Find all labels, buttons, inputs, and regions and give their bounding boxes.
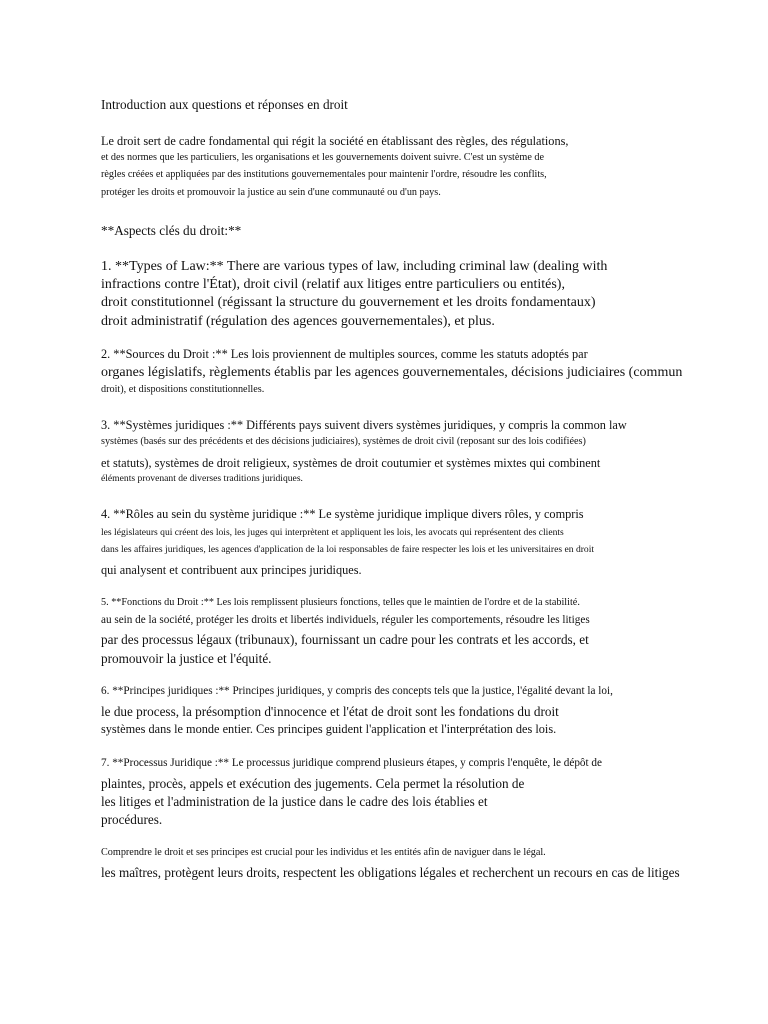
section-1-line: droit administratif (régulation des agences gouvernementales), et plus. (101, 314, 495, 329)
section-6-line: 6. **Principes juridiques :** Principes juridiques, y compris des concepts tels que la justice, l'égalité devant la loi, (101, 685, 613, 697)
section-4-line: dans les affaires juridiques, les agences d'application de la loi responsables de faire respecter les lois et les universitaires en droit (101, 544, 595, 555)
section-2-line: droit), et dispositions constitutionnelles. (101, 384, 265, 395)
section-5-line: promouvoir la justice et l'équité. (101, 651, 272, 666)
document-title: Introduction aux questions et réponses en droit (101, 97, 348, 112)
section-6-line: le due process, la présomption d'innocence et l'état de droit sont les fondations du droit (101, 704, 559, 719)
intro-line: protéger les droits et promouvoir la justice au sein d'une communauté ou d'un pays. (101, 187, 441, 198)
section-1-line: 1. **Types of Law:** There are various types of law, including criminal law (dealing with (101, 259, 608, 274)
section-3-line: éléments provenant de diverses traditions juridiques. (101, 473, 303, 484)
section-4-line: les législateurs qui créent des lois, les juges qui interprètent et appliquent les lois, les avocats qui représentent des clients (101, 527, 564, 538)
section-5-line: par des processus légaux (tribunaux), fournissant un cadre pour les contrats et les accords, et (101, 632, 589, 647)
conclusion-line: Comprendre le droit et ses principes est crucial pour les individus et les entités afin de naviguer dans le légal. (101, 847, 546, 858)
section-2-line: organes législatifs, règlements établis par les agences gouvernementales, décisions judiciaires (commun (101, 365, 683, 380)
aspects-heading: **Aspects clés du droit:** (101, 223, 242, 238)
section-3-line: 3. **Systèmes juridiques :** Différents pays suivent divers systèmes juridiques, y compris la common law (101, 418, 627, 432)
section-4-line: qui analysent et contribuent aux principes juridiques. (101, 563, 362, 577)
section-4-line: 4. **Rôles au sein du système juridique :** Le système juridique implique divers rôles, y compris (101, 507, 584, 521)
section-2-line: 2. **Sources du Droit :** Les lois proviennent de multiples sources, comme les statuts adoptés par (101, 347, 588, 361)
section-6-line: systèmes dans le monde entier. Ces principes guident l'application et l'interprétation des lois. (101, 722, 557, 736)
section-7-line: plaintes, procès, appels et exécution des jugements. Cela permet la résolution de (101, 776, 525, 791)
intro-line: et des normes que les particuliers, les organisations et les gouvernements doivent suivre. C'est un système de (101, 152, 545, 163)
intro-line: Le droit sert de cadre fondamental qui régit la société en établissant des règles, des régulations, (101, 134, 569, 148)
conclusion-line: les maîtres, protègent leurs droits, respectent les obligations légales et recherchent un recours en cas de litiges (101, 865, 680, 880)
section-1-line: droit constitutionnel (régissant la structure du gouvernement et les droits fondamentaux) (101, 295, 596, 310)
section-3-line: et statuts), systèmes de droit religieux, systèmes de droit coutumier et systèmes mixtes qui combinent (101, 456, 601, 470)
section-7-line: les litiges et l'administration de la justice dans le cadre des lois établies et (101, 794, 488, 809)
section-7-line: procédures. (101, 812, 163, 827)
section-5-line: au sein de la société, protéger les droits et libertés individuels, réguler les comportements, résoudre les litiges (101, 614, 590, 626)
intro-line: règles créées et appliquées par des institutions gouvernementales pour maintenir l'ordre, résoudre les conflits, (101, 169, 547, 180)
section-1-line: infractions contre l'État), droit civil (relatif aux litiges entre particuliers ou entités), (101, 277, 565, 292)
section-7-line: 7. **Processus Juridique :** Le processus juridique comprend plusieurs étapes, y compris l'enquête, le dépôt de (101, 757, 602, 769)
section-3-line: systèmes (basés sur des précédents et des décisions judiciaires), systèmes de droit civil (reposant sur des lois codifiées) (101, 436, 586, 447)
section-5-line: 5. **Fonctions du Droit :** Les lois remplissent plusieurs fonctions, telles que le maintien de l'ordre et de la stabilité. (101, 597, 580, 608)
